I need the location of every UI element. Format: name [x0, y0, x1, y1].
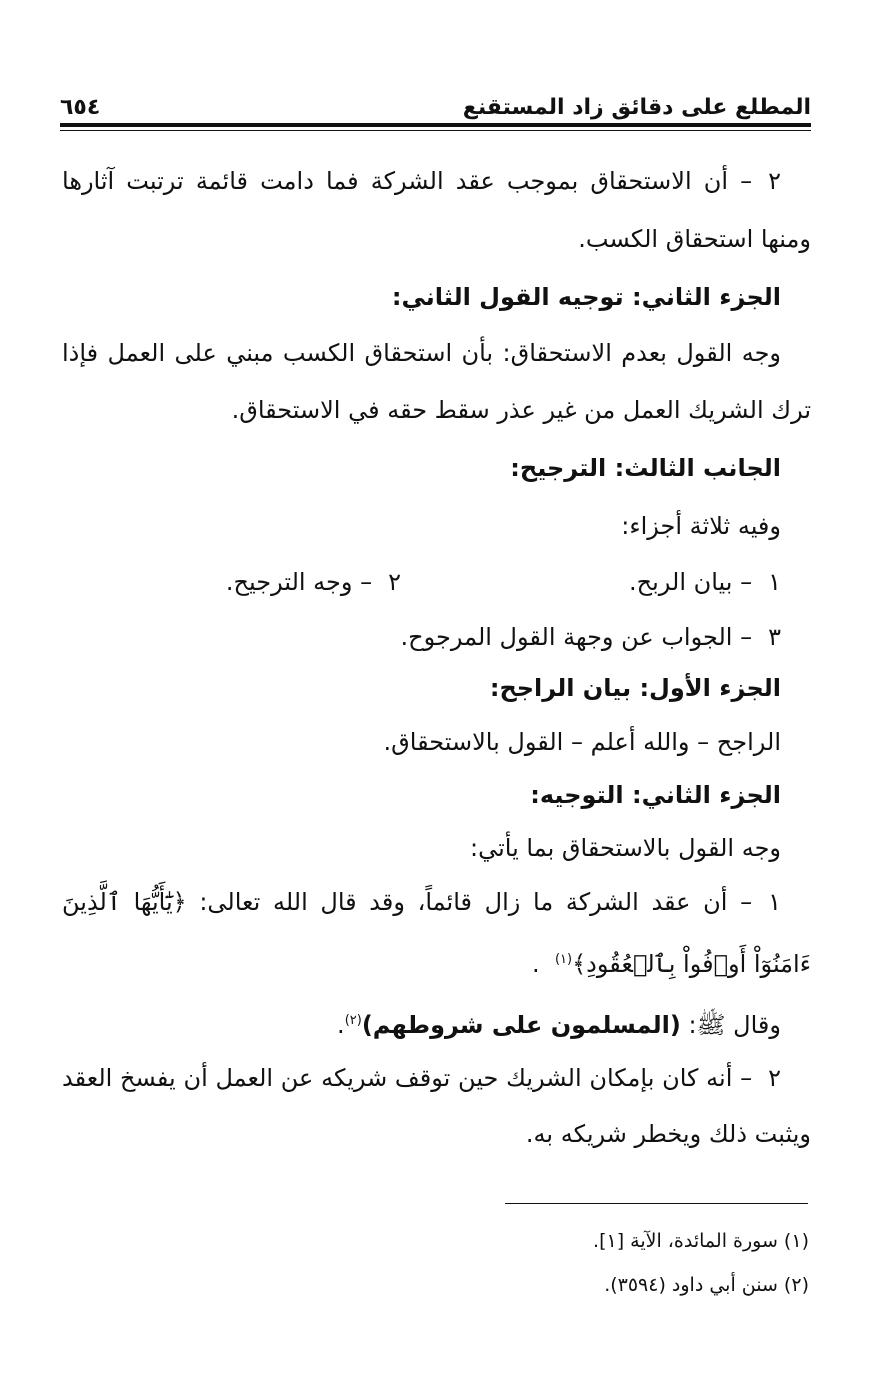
- body-line: ومنها استحقاق الكسب.: [578, 225, 811, 253]
- body-line: ٢– أنه كان بإمكان الشريك حين توقف شريكه عن العمل أن يفسخ العقد: [62, 1064, 781, 1092]
- section-heading: الجزء الثاني: توجيه القول الثاني:: [391, 283, 781, 311]
- list-item: ٣– الجواب عن وجهة القول المرجوح.: [400, 623, 781, 651]
- footnote-ref: (١): [554, 952, 573, 967]
- body-line: الراجح – والله أعلم – القول بالاستحقاق.: [383, 728, 781, 756]
- section-heading: الجانب الثالث: الترجيح:: [510, 454, 781, 482]
- section-heading: الجزء الثاني: التوجيه:: [530, 781, 781, 809]
- footnote-ref: (٢): [344, 1013, 362, 1028]
- body-line: ٢– أن الاستحقاق بموجب عقد الشركة فما دامت قائمة ترتبت آثارها: [62, 167, 781, 195]
- body-line: ترك الشريك العمل من غير عذر سقط حقه في الاستحقاق.: [231, 396, 811, 424]
- running-header: [60, 84, 811, 120]
- header-rule-thick: [60, 123, 811, 127]
- header-title: المطلع على دقائق زاد المستقنع: [462, 95, 811, 120]
- header-rule-thin: [60, 130, 811, 131]
- body-line: ويثبت ذلك ويخطر شريكه به.: [525, 1120, 811, 1148]
- list-item: ١– بيان الربح. ٢– وجه الترجيح.: [225, 568, 781, 596]
- footnote-separator: [505, 1203, 808, 1204]
- section-heading: الجزء الأول: بيان الراجح:: [489, 674, 781, 702]
- body-line: ١– أن عقد الشركة ما زال قائماً، وقد قال الله تعالى: ﴿يَٰٓأَيُّهَا ٱلَّذِينَ: [62, 888, 781, 916]
- body-line: وجه القول بالاستحقاق بما يأتي:: [470, 834, 781, 862]
- quran-verse-line: ءَامَنُوٓاْ أَوۡفُواْ بِٱلۡعُقُودِ﴾$^{(١)}$ .: [532, 950, 811, 978]
- body-line: وفيه ثلاثة أجزاء:: [621, 512, 781, 540]
- page-number: ٦٥٤: [60, 95, 101, 120]
- footnote: (١) سورة المائدة، الآية [١].: [593, 1230, 809, 1252]
- hadith-line: وقال ﷺ: (المسلمون على شروطهم)$^{(٢)}$.: [337, 1011, 781, 1039]
- footnote: (٢) سنن أبي داود (٣٥٩٤).: [604, 1274, 809, 1296]
- body-line: وجه القول بعدم الاستحقاق: بأن استحقاق الكسب مبني على العمل فإذا: [62, 339, 781, 367]
